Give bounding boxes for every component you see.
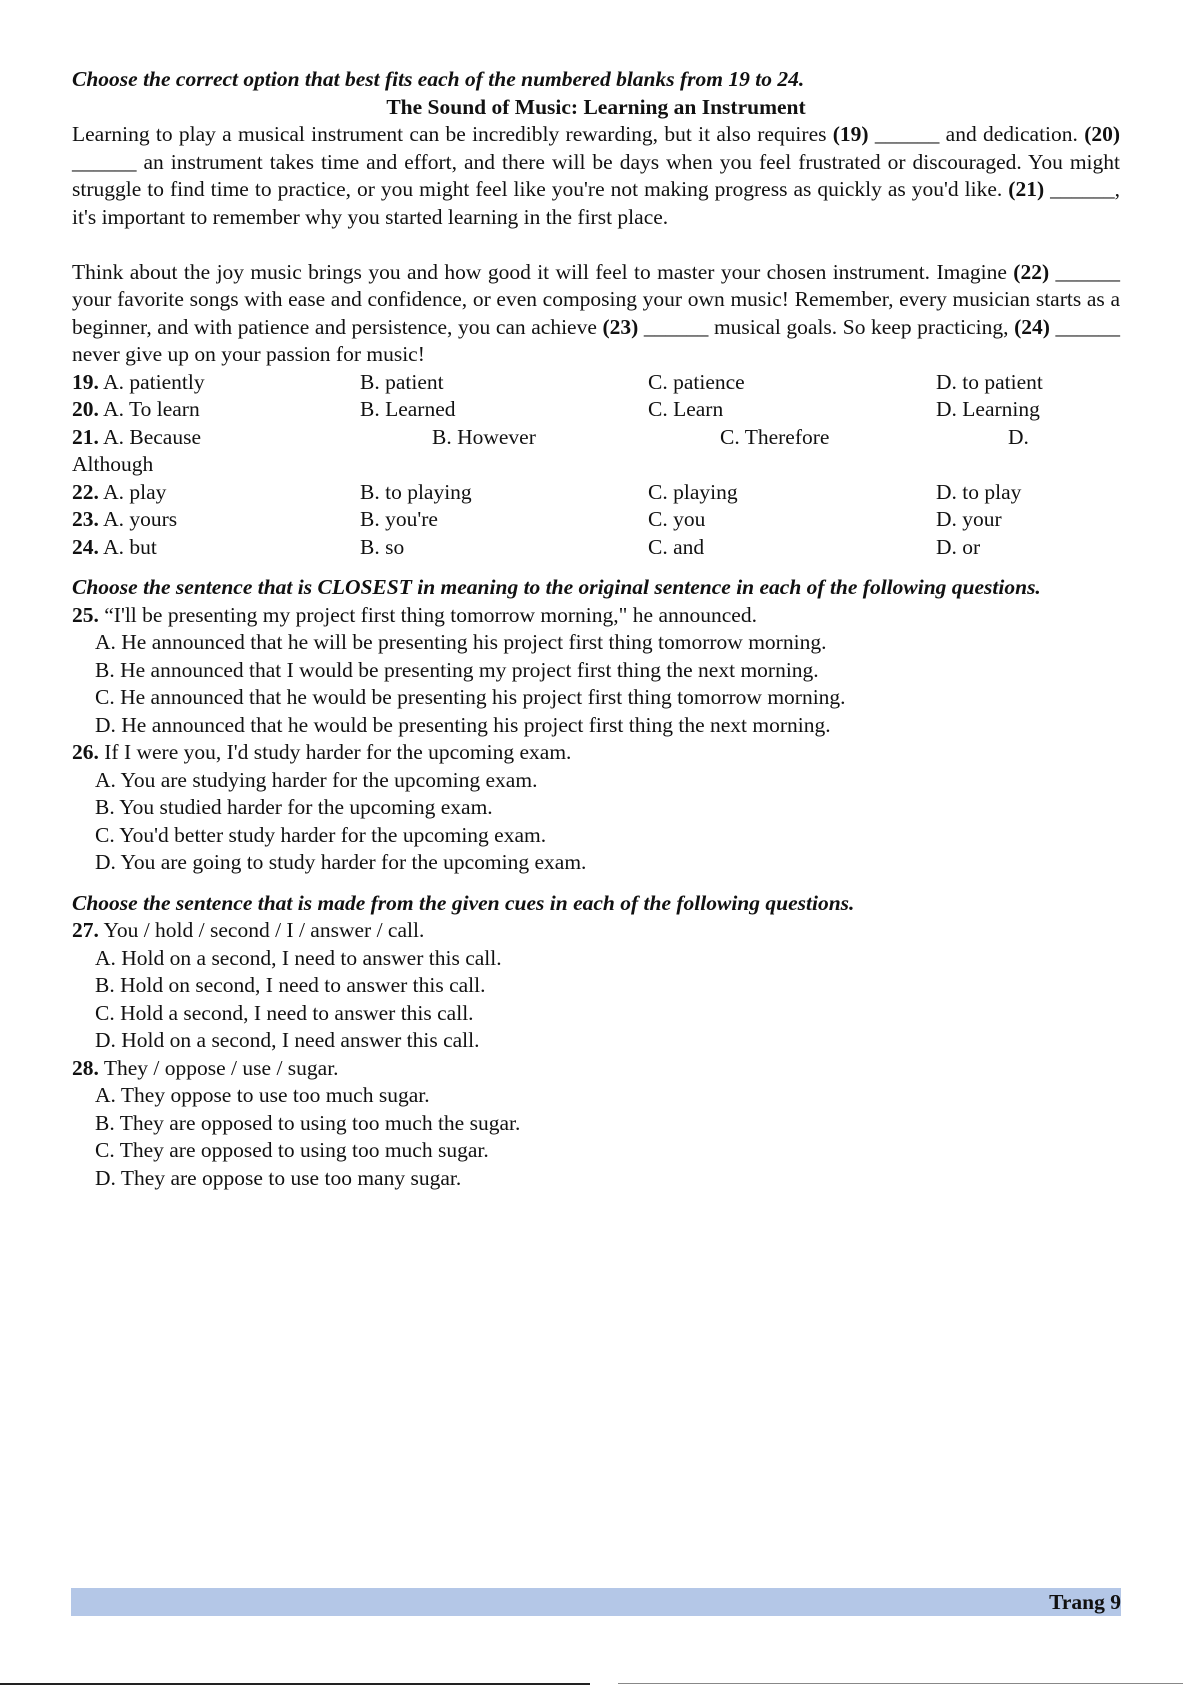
stem-text: You / hold / second / I / answer / call. — [103, 918, 425, 942]
option-b[interactable]: B. He announced that I would be presenting my project first thing the next morning. — [95, 657, 819, 682]
option-a[interactable] — [72, 479, 166, 507]
stem-text: If I were you, I'd study harder for the upcoming exam. — [104, 740, 572, 764]
question-number: 21. — [72, 424, 99, 449]
passage-paragraph-2 — [72, 259, 1120, 369]
option-c[interactable]: C. Hold a second, I need to answer this call. — [95, 1000, 474, 1025]
option-d[interactable]: D. your — [936, 507, 1002, 531]
option-b[interactable]: B. They are opposed to using too much the sugar. — [95, 1110, 521, 1135]
question-row-21 — [72, 424, 1120, 452]
section2-instruction: Choose the sentence that is CLOSEST in meaning to the original sentence in each of the following questions. — [72, 575, 1041, 599]
option-d[interactable]: D. You are going to study harder for the upcoming exam. — [95, 850, 587, 874]
question-number: 24. — [72, 534, 99, 559]
section1-instruction: Choose the correct option that best fits each of the numbered blanks from 19 to 24. — [72, 67, 805, 91]
blank-number: (24) — [1014, 314, 1050, 339]
question-stem — [72, 917, 1120, 945]
blank-number: (23) — [602, 314, 639, 339]
question-28 — [72, 1055, 1120, 1193]
blank-number: (20) — [1084, 122, 1121, 146]
option-d[interactable]: D. to play — [936, 479, 1022, 504]
option-a[interactable]: A. He announced that he will be presenting his project first thing tomorrow morning. — [95, 630, 827, 654]
option-c[interactable]: C. They are opposed to using too much sugar. — [95, 1138, 489, 1162]
paragraph-gap — [72, 231, 1120, 259]
page-number: Trang 9 — [1049, 1590, 1121, 1614]
paragraph-2-text — [72, 259, 1120, 369]
blank-number: (22) — [1013, 259, 1050, 284]
option-d[interactable]: D. They are oppose to use too many sugar. — [95, 1165, 462, 1190]
question-number: 26. — [72, 740, 99, 764]
option-a-text: A. Because — [103, 424, 201, 449]
option-d[interactable]: D. Learning — [936, 397, 1040, 421]
question-number: 22. — [72, 479, 99, 504]
option-d[interactable]: D. to patient — [936, 369, 1043, 394]
passage-title: The Sound of Music: Learning an Instrument — [386, 94, 806, 119]
question-stem — [72, 602, 1120, 630]
option-b[interactable]: B. patient — [360, 369, 444, 394]
option-b[interactable]: B. so — [360, 534, 405, 559]
option-c[interactable]: C. You'd better study harder for the upcoming exam. — [95, 822, 547, 847]
question-row-23 — [72, 506, 1120, 534]
stem-text: They / oppose / use / sugar. — [103, 1055, 339, 1080]
option-a[interactable] — [72, 534, 157, 562]
option-a-text: A. patiently — [103, 369, 205, 394]
question-25 — [72, 602, 1120, 740]
option-d[interactable]: D. or — [936, 534, 981, 559]
passage-text: ______ your favorite songs with ease and confidence, or even composing your own music! Remember, every musician starts as a beginner, and with patience and persistence, you can achieve — [72, 259, 1121, 339]
page-footer-bar — [71, 1588, 1121, 1616]
option-b[interactable]: B. Hold on second, I need to answer this call. — [95, 973, 486, 997]
option-c[interactable]: C. He announced that he would be presenting his project first thing tomorrow morning. — [95, 685, 846, 709]
blank-number: (21) — [1008, 177, 1045, 201]
cloze-options — [72, 369, 1120, 562]
option-b[interactable]: B. However — [432, 424, 536, 449]
option-c[interactable]: C. and — [648, 534, 705, 559]
stem-text: “I'll be presenting my project first thing tomorrow morning," he announced. — [104, 602, 757, 627]
question-stem — [72, 739, 1120, 767]
option-b[interactable]: B. to playing — [360, 479, 472, 504]
question-row-20 — [72, 396, 1120, 424]
passage-text: ______, it's important to remember why you started learning in the first place. — [72, 177, 1121, 229]
passage-text: ______ musical goals. So keep practicing, — [638, 314, 1015, 339]
question-number: 23. — [72, 507, 99, 531]
passage-text: ______ an instrument takes time and effort, and there will be days when you feel frustrated or discouraged. You might struggle to find time to practice, or you might feel like you're not making progress as quickly as you'd like. — [72, 149, 1120, 201]
option-a-text: A. but — [103, 534, 157, 559]
option-c[interactable]: C. Therefore — [720, 424, 830, 449]
question-number: 25. — [72, 602, 99, 627]
option-a[interactable]: A. They oppose to use too much sugar. — [95, 1083, 430, 1107]
paragraph-1-text — [72, 121, 1120, 231]
option-a[interactable] — [72, 506, 177, 534]
passage-text: ______ and dedication. — [868, 122, 1085, 146]
passage-text: Learning to play a musical instrument can be incredibly rewarding, but it also requires — [72, 122, 833, 146]
option-b[interactable]: B. You studied harder for the upcoming exam. — [95, 795, 493, 819]
exam-page — [72, 66, 1120, 1192]
option-a-text: A. yours — [103, 507, 178, 531]
option-a[interactable] — [72, 396, 200, 424]
option-a[interactable] — [72, 369, 205, 397]
option-b[interactable]: B. Learned — [360, 397, 456, 421]
question-number: 20. — [72, 397, 99, 421]
option-c[interactable]: C. patience — [648, 369, 745, 394]
option-d-overflow[interactable]: Although — [72, 452, 154, 476]
question-number: 19. — [72, 369, 99, 394]
passage-text: Think about the joy music brings you and how good it will feel to master your chosen instrument. Imagine — [72, 259, 1014, 284]
question-number: 28. — [72, 1055, 99, 1080]
option-d[interactable]: D. He announced that he would be presenting his project first thing the next morning. — [95, 712, 831, 737]
option-a[interactable]: A. Hold on a second, I need to answer this call. — [95, 945, 502, 970]
option-a-text: A. To learn — [103, 397, 200, 421]
option-c[interactable]: C. Learn — [648, 397, 724, 421]
option-a-text: A. play — [103, 479, 167, 504]
option-d[interactable]: D. Hold on a second, I need answer this call. — [95, 1028, 480, 1052]
option-b[interactable]: B. you're — [360, 507, 438, 531]
blank-number: (19) — [832, 122, 869, 146]
passage-text: ______ never give up on your passion for music! — [72, 314, 1120, 366]
question-row-19 — [72, 369, 1120, 397]
question-number: 27. — [72, 918, 99, 942]
section3-instruction: Choose the sentence that is made from the given cues in each of the following questions. — [72, 890, 855, 915]
option-c[interactable]: C. you — [648, 507, 706, 531]
question-stem — [72, 1055, 1120, 1083]
option-a[interactable] — [72, 424, 201, 452]
bottom-divider-right — [618, 1683, 1183, 1684]
question-26 — [72, 739, 1120, 877]
option-c[interactable]: C. playing — [648, 479, 738, 504]
option-d[interactable]: D. — [1008, 424, 1029, 449]
question-row-24 — [72, 534, 1120, 562]
option-a[interactable]: A. You are studying harder for the upcoming exam. — [95, 767, 538, 792]
question-row-22 — [72, 479, 1120, 507]
question-27 — [72, 917, 1120, 1055]
passage-paragraph-1 — [72, 121, 1120, 231]
